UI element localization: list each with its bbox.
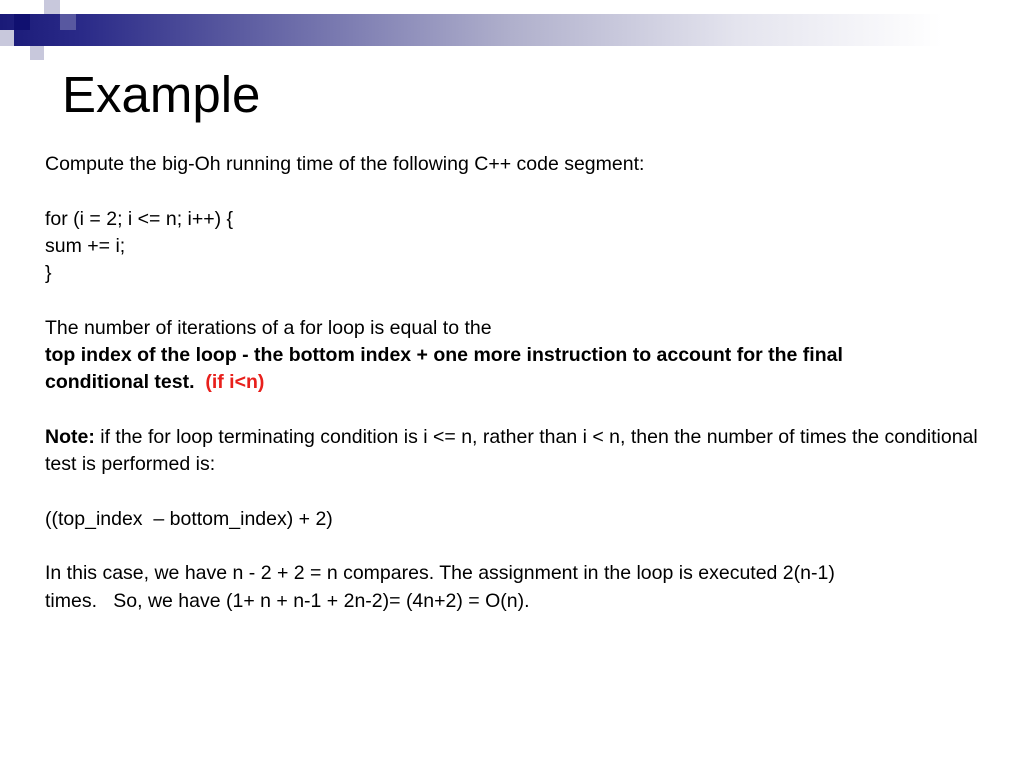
- code-line-3: }: [45, 262, 52, 285]
- note-paragraph: [45, 424, 995, 479]
- corner-square-4: [0, 30, 14, 46]
- corner-square-2: [44, 0, 60, 14]
- spacer: [45, 397, 995, 424]
- conclusion-line-1: In this case, we have n - 2 + 2 = n compares. The assignment in the loop is executed 2(n-1): [45, 562, 835, 585]
- corner-square-1: [14, 14, 30, 30]
- intro-text: Compute the big-Oh running time of the following C++ code segment:: [45, 153, 645, 175]
- note-label: Note:: [45, 425, 95, 448]
- title-gradient-bar: [0, 14, 1024, 46]
- slide-body: [45, 151, 995, 615]
- spacer: [45, 178, 995, 205]
- code-line-2: sum += i;: [45, 234, 126, 257]
- conclusion-line-2: times. So, we have (1+ n + n-1 + 2n-2)= (4n+2) = O(n).: [45, 589, 530, 612]
- iterations-text: The number of iterations of a for loop is equal to the: [45, 316, 492, 339]
- iterations-bold-line-2: conditional test.: [45, 371, 195, 394]
- slide-title: Example: [62, 66, 261, 123]
- iterations-bold-line-1: top index of the loop - the bottom index + one more instruction to account for the final: [45, 344, 843, 367]
- code-line-1: for (i = 2; i <= n; i++) {: [45, 207, 234, 230]
- formula-text: ((top_index – bottom_index) + 2): [45, 507, 333, 530]
- spacer: [45, 287, 995, 314]
- corner-square-5: [30, 46, 44, 60]
- spacer: [45, 479, 995, 506]
- iterations-bold-line-2-row: [45, 369, 995, 396]
- spacer: [45, 533, 995, 560]
- corner-square-3: [60, 14, 76, 30]
- red-condition-note: (if i<n): [205, 371, 265, 394]
- note-text: if the for loop terminating condition is i <= n, rather than i < n, then the number of times the conditional test is performed is:: [45, 425, 978, 476]
